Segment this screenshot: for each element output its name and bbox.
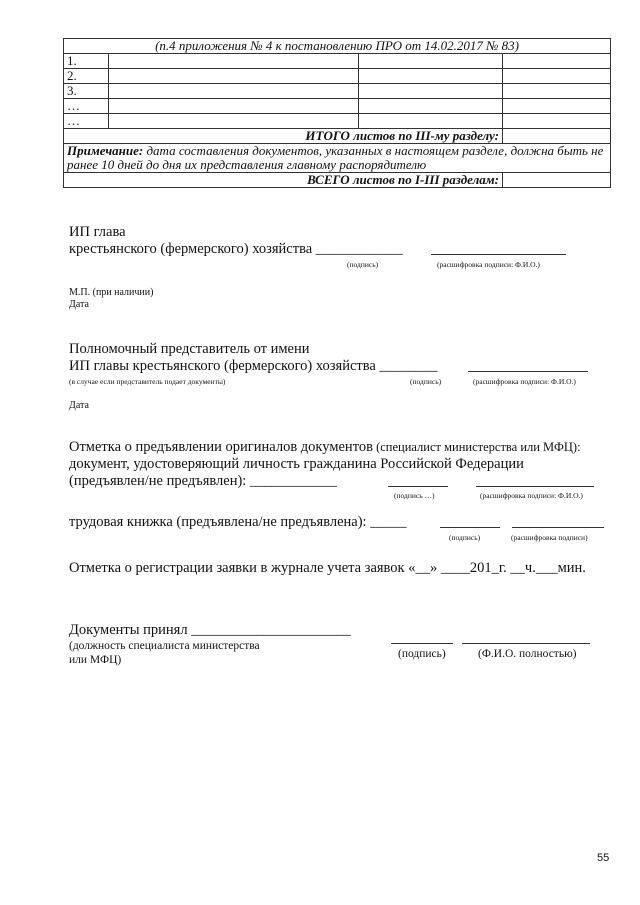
id-document-line: документ, удостоверяющий личность гражданина Российской Федерации bbox=[69, 456, 524, 472]
ip-head-line: крестьянского (фермерского) хозяйства ____________ bbox=[69, 241, 403, 257]
note-text: дата составления документов, указанных в настоящем разделе, должна быть не ранее 10 дней до дня их представления главному распорядителю bbox=[67, 143, 604, 172]
note-cell bbox=[64, 144, 611, 173]
registration-line: Отметка о регистрации заявки в журнале учета заявок «__» ____201_г. __ч.___мин. bbox=[69, 560, 586, 576]
total-iii-row bbox=[64, 129, 611, 144]
decode-label: (расшифровка подписи: Ф.И.О.) bbox=[437, 260, 540, 269]
total-all-row bbox=[64, 173, 611, 188]
decode-label: (расшифровка подписи) bbox=[511, 533, 588, 542]
sign-label: (подпись) bbox=[410, 377, 442, 386]
row-number: 3. bbox=[64, 84, 109, 99]
accepted-position-label-2: или МФЦ) bbox=[69, 654, 122, 666]
row-number: … bbox=[64, 99, 109, 114]
sign-line bbox=[440, 527, 500, 528]
table-row bbox=[64, 54, 611, 69]
originals-title-main: Отметка о предъявлении оригиналов документов bbox=[69, 439, 373, 455]
sections-table bbox=[63, 38, 611, 188]
row-number: 1. bbox=[64, 54, 109, 69]
originals-title bbox=[69, 439, 581, 456]
sign-label: (подпись) bbox=[449, 533, 481, 542]
workbook-line: трудовая книжка (предъявлена/не предъявлена): _____ bbox=[69, 514, 407, 530]
originals-title-note: (специалист министерства или МФЦ): bbox=[372, 440, 581, 454]
presented-line: (предъявлен/не предъявлен): ____________ bbox=[69, 473, 337, 489]
sign-line bbox=[391, 643, 453, 644]
accepted-line: Документы принял ______________________ bbox=[69, 622, 351, 638]
decode-line bbox=[468, 371, 588, 372]
decode-line bbox=[512, 527, 604, 528]
decode-label: (расшифровка подписи: Ф.И.О.) bbox=[480, 491, 583, 500]
note-row bbox=[64, 144, 611, 173]
sign-label: (подпись …) bbox=[394, 491, 435, 500]
representative-note: (в случае если представитель подает документы) bbox=[69, 377, 226, 386]
total-iii-label: ИТОГО листов по III-му разделу: bbox=[64, 129, 503, 144]
table-row bbox=[64, 114, 611, 129]
table-row bbox=[64, 84, 611, 99]
accepted-position-label: (должность специалиста министерства bbox=[69, 640, 260, 652]
representative-line: ИП главы крестьянского (фермерского) хозяйства ________ bbox=[69, 358, 438, 374]
ip-head-title: ИП глава bbox=[69, 224, 126, 240]
decode-line bbox=[476, 486, 594, 487]
total-all-label: ВСЕГО листов по I-III разделам: bbox=[64, 173, 503, 188]
row-number: … bbox=[64, 114, 109, 129]
page-number: 55 bbox=[597, 852, 610, 864]
date-label: Дата bbox=[69, 299, 89, 310]
stamp-label: М.П. (при наличии) bbox=[69, 287, 154, 298]
sign-label: (подпись) bbox=[398, 648, 446, 660]
decode-label: (Ф.И.О. полностью) bbox=[478, 648, 577, 660]
table-caption-row bbox=[64, 39, 611, 54]
table-row bbox=[64, 99, 611, 114]
decode-line bbox=[462, 643, 590, 644]
date-label: Дата bbox=[69, 400, 89, 411]
sign-label: (подпись) bbox=[347, 260, 379, 269]
representative-title: Полномочный представитель от имени bbox=[69, 341, 310, 357]
table-caption: (п.4 приложения № 4 к постановлению ПРО от 14.02.2017 № 83) bbox=[64, 39, 611, 54]
sign-line bbox=[388, 486, 448, 487]
row-number: 2. bbox=[64, 69, 109, 84]
decode-line bbox=[431, 254, 566, 255]
table-row bbox=[64, 69, 611, 84]
note-label: Примечание: bbox=[67, 143, 144, 158]
decode-label: (расшифровка подписи: Ф.И.О.) bbox=[473, 377, 576, 386]
